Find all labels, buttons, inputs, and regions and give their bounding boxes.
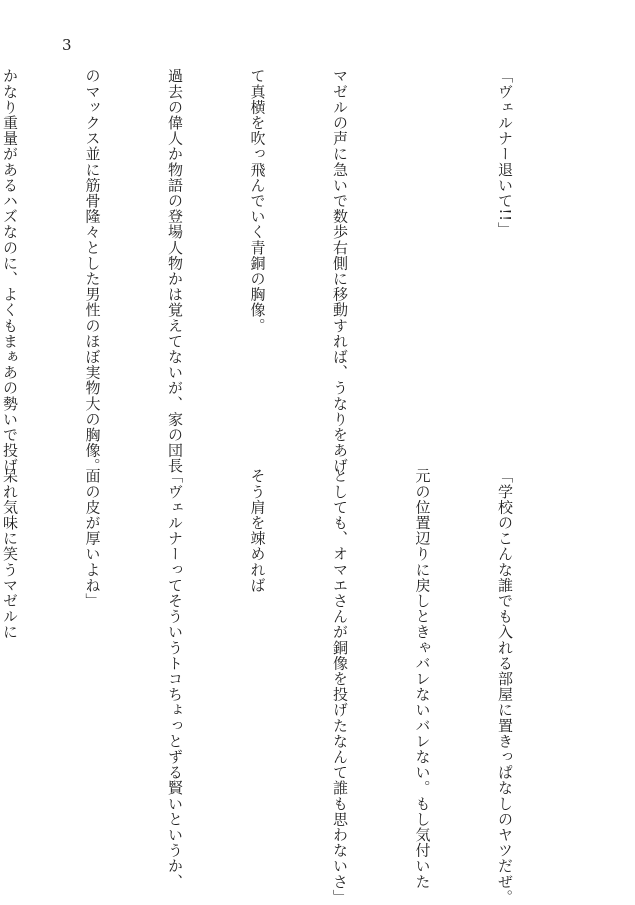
text-line xyxy=(408,68,436,448)
text-line: としても、オマエさんが銅像を投げたなんて誰も思わないさ」 xyxy=(331,468,349,905)
text-line: 「ヴェルナー退いて!!」 xyxy=(496,68,514,238)
text-line: 「ヴェルナーってそういうトコちょっとずる賢いというか、 xyxy=(166,468,184,890)
text-line: 過去の偉人か物語の登場人物かは覚えてないが、家の団長 xyxy=(166,68,184,474)
text-line: のマックス並に筋骨隆々とした男性のほぼ実物大の胸像。 xyxy=(83,68,102,474)
text-line: 呆れ気味に笑うマゼルに xyxy=(1,468,19,640)
page-number: 3 xyxy=(62,36,72,54)
text-line: 「学校のこんな誰でも入れる部屋に置きっぱなしのヤツだぜ。 xyxy=(496,468,514,905)
text-line: マゼルの声に急いで数歩右側に移動すれば、うなりをあげ xyxy=(331,68,349,474)
lower-text-block xyxy=(0,468,573,905)
text-line: そう肩を竦めれば xyxy=(248,468,267,593)
upper-text-block xyxy=(0,68,573,474)
text-line: 面の皮が厚いよね」 xyxy=(83,468,102,609)
text-line: 元の位置辺りに戻しときゃバレないバレない。もし気付いた xyxy=(413,468,432,890)
text-line: かなり重量があるハズなのに、よくもまぁあの勢いで投げ xyxy=(1,68,19,474)
text-line: て真横を吹っ飛んでいく青銅の胸像。 xyxy=(248,68,267,334)
